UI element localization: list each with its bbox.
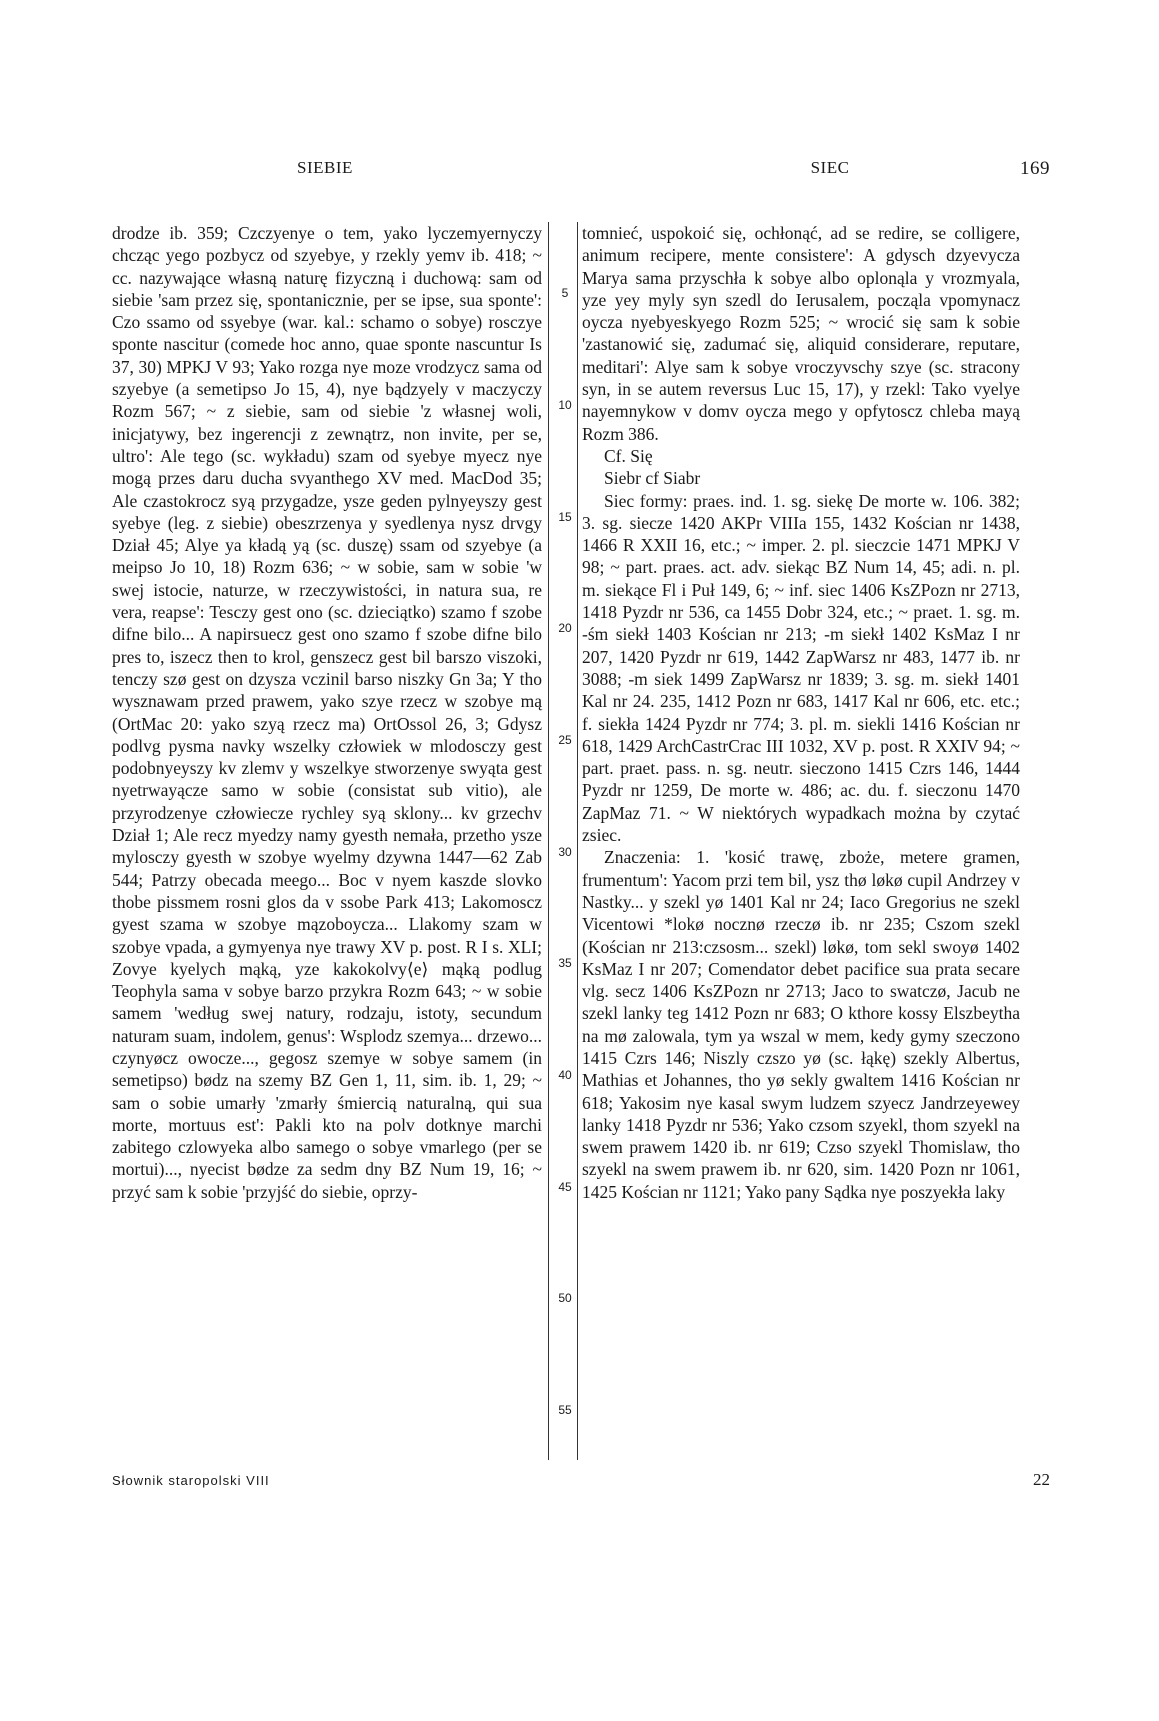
left-column	[112, 222, 542, 1203]
line-number: 35	[558, 956, 572, 970]
footer-title: Słownik staropolski VIII	[112, 1473, 270, 1488]
entry-continuation: tomnieć, uspokoić się, ochłonąć, ad se redire, se colligere, animum recipere, mente consistere': A gdysch dzyevycza Marya sama przyschła k sobye albo oplonąla y vrozmyala, yze yey myly syn szedl do Ierusalem, począla vpomynacz oycza nyebyeskyego Rozm 525; ~ wrocić się sam k sobie 'zastanowić się, zadumać się, aliquid considerare, reputare, meditari': Alye sam k sobye vroczyvschy szye (sc. stracony syn, in se autem reversus Luc 15, 17), y rzekl: Tako vyelye nayemnykow v domv oycza mego y opfytoscz chleba mayą Rozm 386.	[582, 223, 1020, 444]
running-head-right: SIEC	[810, 158, 850, 177]
cross-reference: Cf. Się	[604, 445, 653, 466]
line-number: 30	[558, 845, 572, 859]
line-number: 10	[558, 398, 572, 412]
line-number: 40	[558, 1068, 572, 1082]
headword-siec-forms: Siec formy: praes. ind. 1. sg. siekę De morte w. 106. 382; 3. sg. siecze 1420 AKPr VIIIa 155, 1432 Kościan nr 1438, 1466 R XXII 16, etc.; ~ imper. 2. pl. sieczcie 1471 MPKJ V 98; ~ part. praes. act. adv. siekąc BZ Num 14, 45; adi. n. pl. m. siekące Fl i Puł 149, 6; ~ inf. siec 1406 KsZPozn nr 2713, 1418 Pyzdr nr 536, ca 1455 Dobr 324, etc.; ~ praet. 1. sg. m. -śm siekł 1403 Kościan nr 213; -m siekł 1402 KsMaz I nr 207, 1420 Pyzdr nr 619, 1442 ZapWarsz nr 483, 1477 ib. nr 3088; -m siek 1499 ZapWarsz nr 1839; 3. sg. m. siekł 1401 Kal nr 24. 235, 1412 Pozn nr 683, 1417 Kal nr 606, etc. etc.; f. siekła 1424 Pyzdr nr 774; 3. pl. m. siekli 1416 Kościan nr 618, 1429 ArchCastrCrac III 1032, XV p. post. R XXIV 94; ~ part. praet. pass. n. sg. neutr. sieczono 1415 Czrs 146, 1444 Pyzdr nr 1259, De morte w. 486; ac. du. f. sieczonu 1470 ZapMaz 71. ~ W niektórych wypadkach można by czytać zsiec.	[582, 490, 1020, 846]
line-number: 45	[558, 1180, 572, 1194]
column-rule-left	[548, 222, 549, 1460]
line-number: 50	[558, 1291, 572, 1305]
line-number: 25	[558, 733, 572, 747]
line-number: 55	[558, 1403, 572, 1417]
line-number: 5	[561, 286, 569, 300]
headword-siebr: Siebr cf Siabr	[604, 468, 701, 489]
running-head-left: SIEBIE	[297, 158, 353, 177]
column-rule-right	[577, 222, 578, 1460]
line-number: 20	[558, 621, 572, 635]
right-column	[582, 222, 1020, 1203]
headword-siec-meanings: Znaczenia: 1. 'kosić trawę, zboże, metere gramen, frumentum': Yacom przi tem bil, ysz thø løkø cupil Andrzey v Nastky... y szekl yø 1401 Kal nr 24; Iaco Gregorius ne szekl Vicentowi *lokø nocznø rzeczø ib. nr 235; Cszom szekl (Kościan nr 213:czsosm... szekl) løkø, tom sekl swoyø 1402 KsMaz I nr 207; Comendator debet pacifice sua prata secare vlg. secz 1406 KsZPozn nr 2713; Jaco to swatczø, Jacub ne szekl lanky teg 1412 Pozn nr 683; O kthore kossy Elszbeytha na mø zalowala, tym ya wszal w mem, kedy gymy szeczono 1415 Czrs 146; Niszly czszo yø (sc. łąkę) szekly Albertus, Mathias et Johannes, tho yø sekly gwaltem 1416 Kościan nr 618; Yakosim nye kasal swym ludzem szyecz Jandrzeyewey lanky 1418 Pyzdr nr 536; Yako czsom szyekl, thom szyekl na swem prawem 1420 ib. nr 619; Czso szyekl Thomislaw, tho szyekl na swem prawem ib. nr 620, sim. 1420 Pozn nr 1061, 1425 Kościan nr 1121; Yako pany Sądka nye poszyekła laky	[582, 847, 1020, 1202]
page-number: 169	[1020, 158, 1050, 179]
left-column-text: drodze ib. 359; Czczyenye o tem, yako lyczemyernyczy chcząc yego pozbycz od szyebye, y rzekly yemv ib. 418; ~ cc. nazywające własną naturę fizyczną i duchową: sam od siebie 'sam przez się, spontanicznie, per se ipse, sua sponte': Czo ssamo od ssyebye (war. kal.: schamo o sobye) rosczye sponte nascitur (comede hoc anno, quae sponte nascuntur Is 37, 30) MPKJ V 93; Yako rozga nye moze vrodzycz sama od szyebye (a semetipso Jo 15, 4), nye bądzyely v maczyczy Rozm 567; ~ z siebie, sam od siebie 'z własnej woli, inicjatywy, bez ingerencji z zewnątrz, non invite, per se, ultro': Ale tego (sc. wykładu) szam od syebye myecz nye mogą przes daru ducha svyanthego XV med. MacDod 35; Ale czastokrocz syą przygadze, ysze geden pylnyeyszy gest syebye (leg. z siebie) obeszrzenya y syedlenya nysz drvgy Dział 45; Alye ya kładą yą (sc. duszę) ssam od szyebye (a meipso Jo 10, 18) Rozm 636; ~ w sobie, sam w sobie 'w swej istocie, naturze, w rzeczywistości, in natura sua, re vera, reapse': Tesczy gest ono (sc. dzieciątko) szamo f szobe difne bilo... A napirsuecz gest ono szamo f szobe difne bilo pres to, iszecz then to krol, genszecz gest bil barszo viszoki, tenczy szø gest on dzysza vczinil barso niszky Gn 3a; Y tho wysznawam przed prawem, yako szye rzecz w szobye mą (OrtMac 20: yako szyą rzecz ma) OrtOssol 26, 3; Gdysz podlvg pysma navky wszelky człowiek w mlodosczy gest podobnyeyszy kv zlemv y wszelkye stworzenye swyąta gest nyetrwayącze samo w sobie (consistat sub vitio), ale przyrodzenye człowiecze rychley syą sklony... kv grzechv Dział 1; Ale recz myedzy namy gyesth nemała, przetho ysze mylosczy gyesth w szobye wyelmy dzywna 1447—62 Zab 544; Patrzy obecada meego... Boc v nyem kaszde slovko thobe pissmem rosni glos da v ssobe Park 413; Lakomoscz gyest szama w szobye mązoboycza... Llakomy szam w szobye vpada, a gymyenya nye trawy XV p. post. R I s. XLI; Zovye kyelych mąką, yze kakokolvy⟨e⟩ mąką podlug Teophyla sama v sobye barzo przykra Rozm 643; ~ w sobie samem 'według swej natury, rodzaju, istoty, secundum naturam suam, indolem, genus': Wsplodz szemya... drzewo... czynyøcz owocze..., gegosz szemye w sobye samem (in semetipso) bødz na szemy BZ Gen 1, 11, sim. ib. 1, 29; ~ sam o sobie umarły 'zmarły śmiercią naturalną, qui sua morte, mortuus est': Pakli kto na polv dotknye marchi zabitego czlowyeka albo samego o sobye vmarlego (per se mortui)..., nyecist bødze za sedm dny BZ Num 19, 16; ~ przyć sam k sobie 'przyjść do siebie, oprzy-	[112, 223, 542, 1202]
signature-mark: 22	[1033, 1470, 1050, 1489]
line-number: 15	[558, 510, 572, 524]
